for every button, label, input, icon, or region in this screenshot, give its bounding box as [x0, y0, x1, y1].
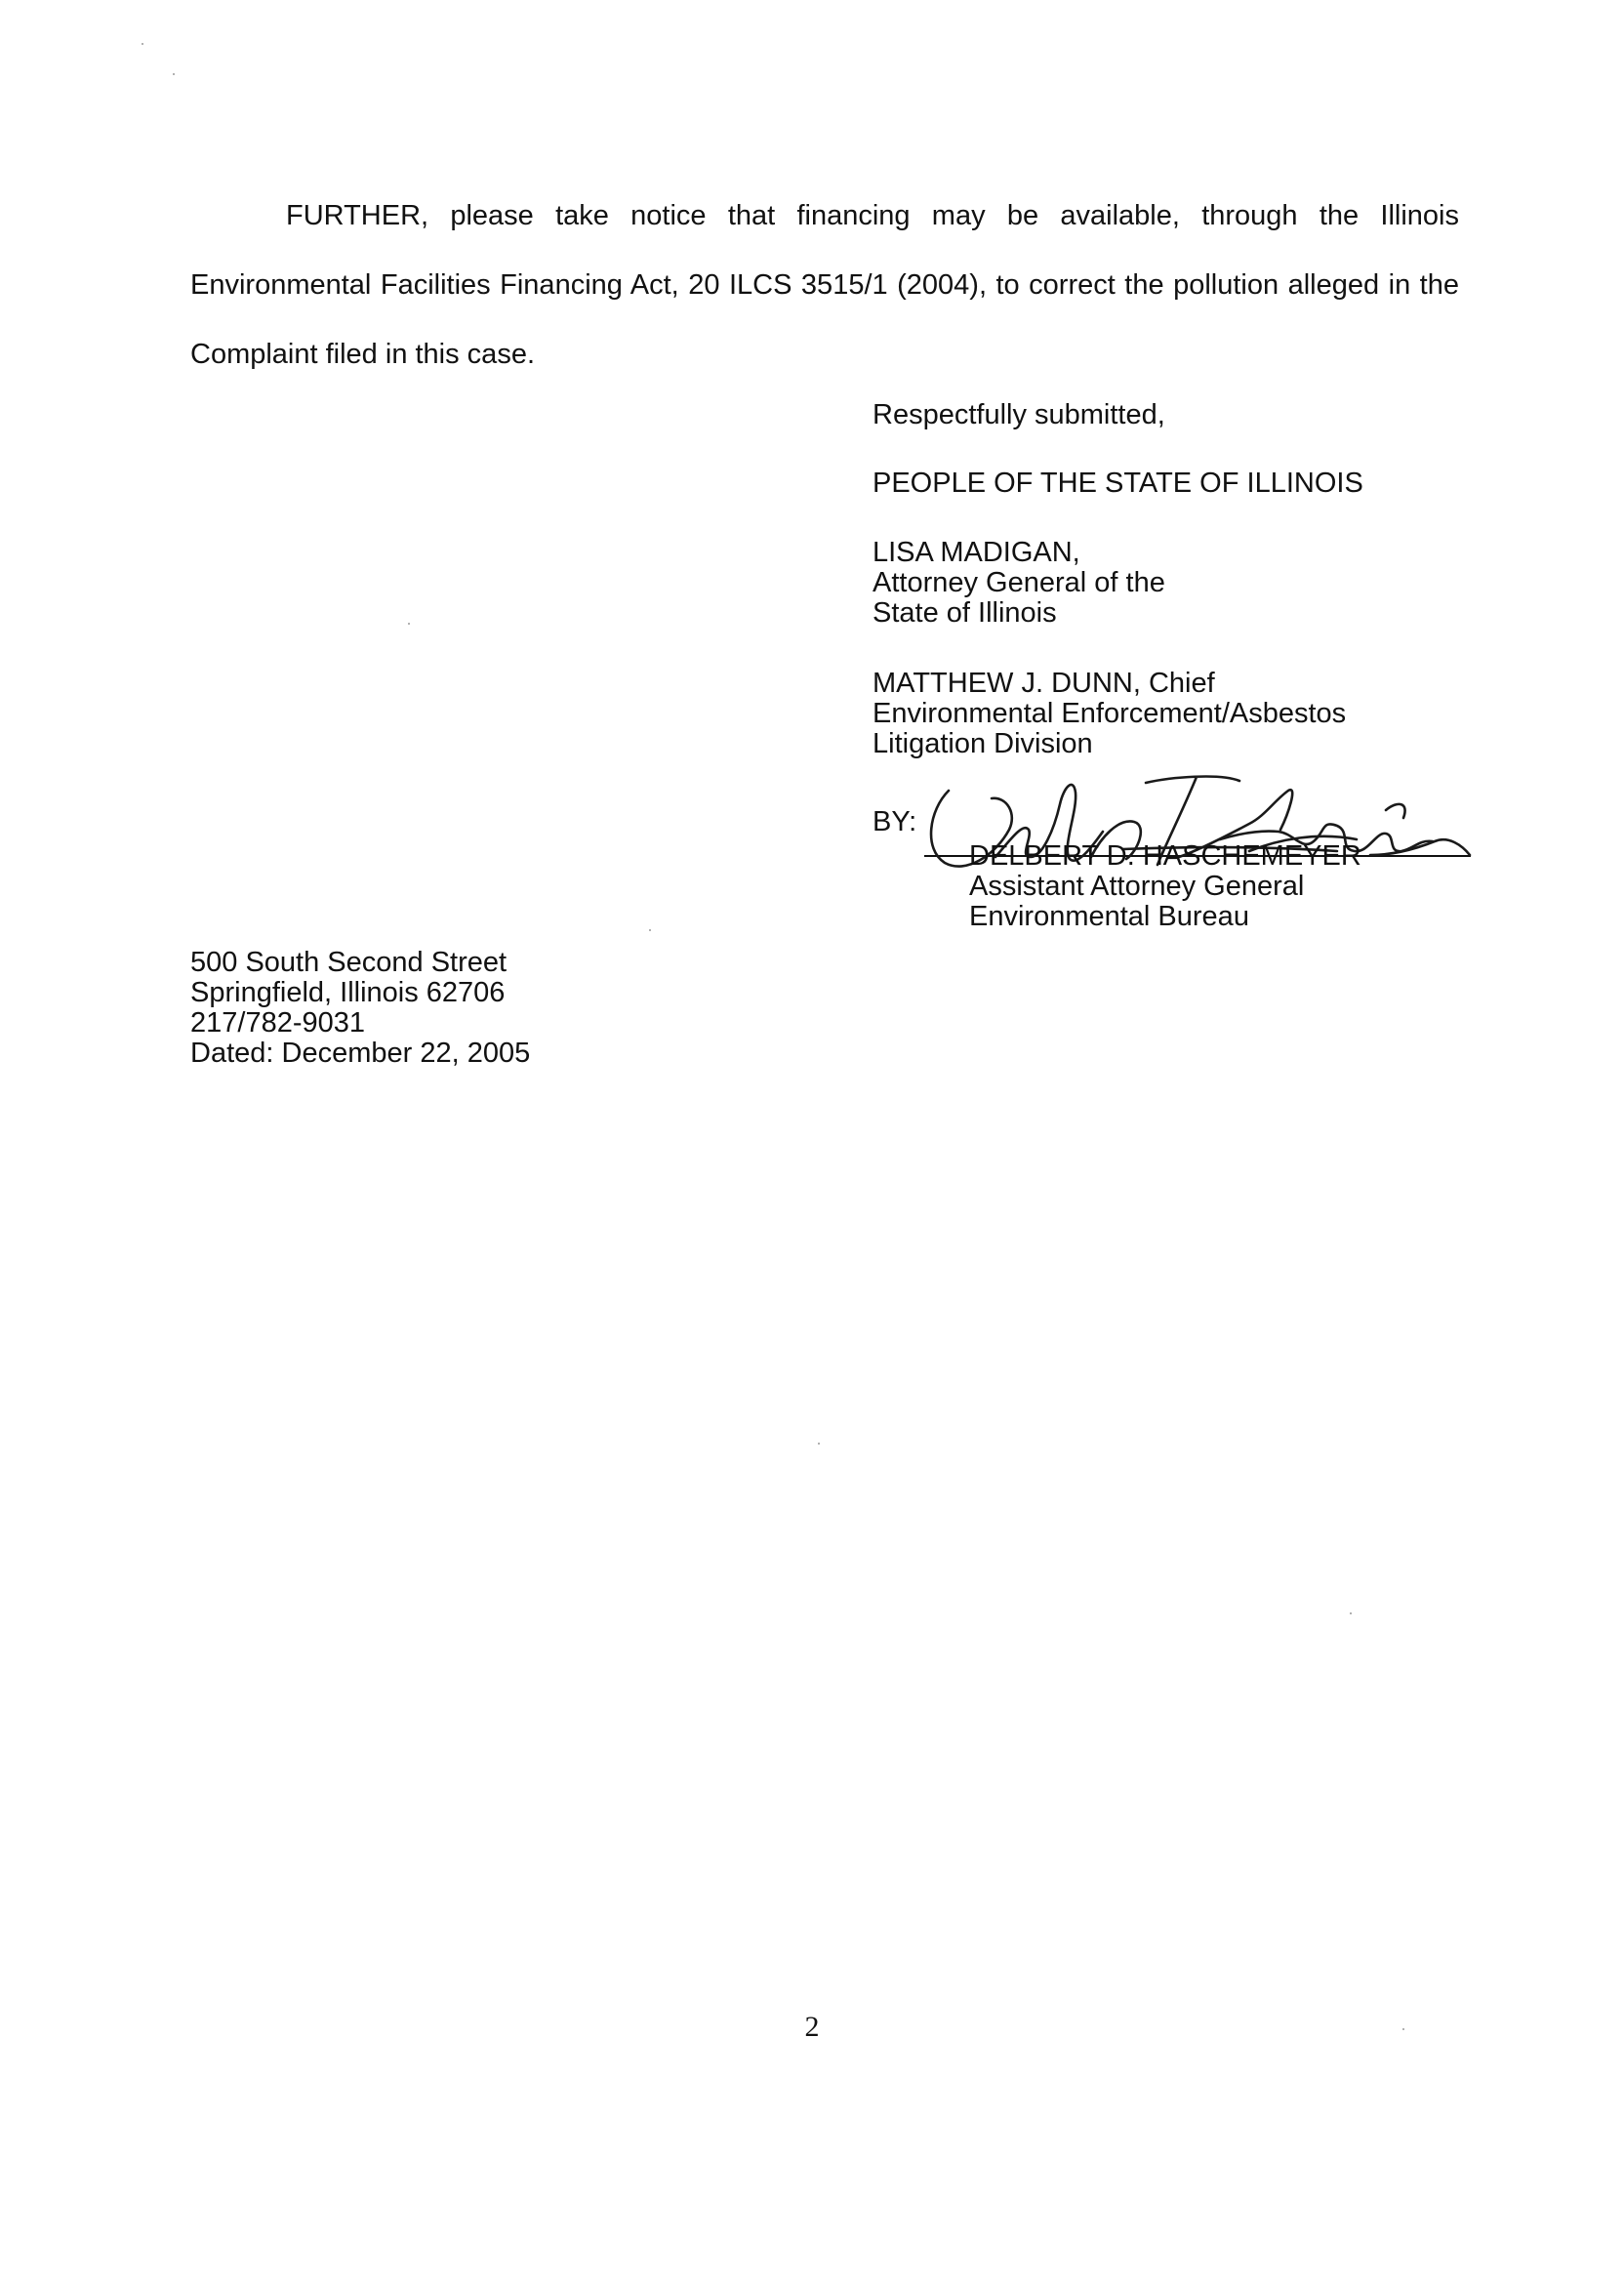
- scan-speck: [408, 623, 410, 625]
- ag-name: LISA MADIGAN,: [873, 537, 1080, 568]
- address-street: 500 South Second Street: [190, 947, 508, 978]
- signer-name: DELBERT D. HASCHEMEYER: [969, 840, 1361, 872]
- chief-division-line-1: Environmental Enforcement/Asbestos: [873, 698, 1347, 729]
- body-paragraph: [190, 182, 1459, 389]
- dated-line: Dated: December 22, 2005: [190, 1038, 531, 1069]
- scan-speck: [1402, 2028, 1404, 2030]
- scan-speck: [142, 43, 143, 45]
- chief-name: MATTHEW J. DUNN, Chief: [873, 668, 1215, 699]
- chief-division-line-2: Litigation Division: [873, 728, 1093, 759]
- scan-speck: [1350, 1612, 1352, 1614]
- address-city: Springfield, Illinois 62706: [190, 977, 506, 1008]
- closing-line: Respectfully submitted,: [873, 399, 1165, 430]
- scan-speck: [649, 929, 651, 931]
- party-line: PEOPLE OF THE STATE OF ILLINOIS: [873, 468, 1363, 499]
- signer-bureau: Environmental Bureau: [969, 901, 1249, 932]
- page-number: 2: [804, 2011, 820, 2043]
- ag-title-line-2: State of Illinois: [873, 597, 1057, 629]
- ag-title-line-1: Attorney General of the: [873, 567, 1165, 598]
- scan-speck: [173, 73, 175, 75]
- by-label: BY:: [873, 806, 917, 837]
- signer-title: Assistant Attorney General: [969, 871, 1305, 902]
- address-phone: 217/782-9031: [190, 1007, 365, 1039]
- body-paragraph-text: FURTHER, please take notice that financing may be available, through the Illinois Environmental Facilities Financing Act, 20 ILCS 3515/1 (2004), to correct the pollution alleged in the Complaint filed in this case.: [190, 200, 1459, 370]
- scan-speck: [818, 1443, 820, 1445]
